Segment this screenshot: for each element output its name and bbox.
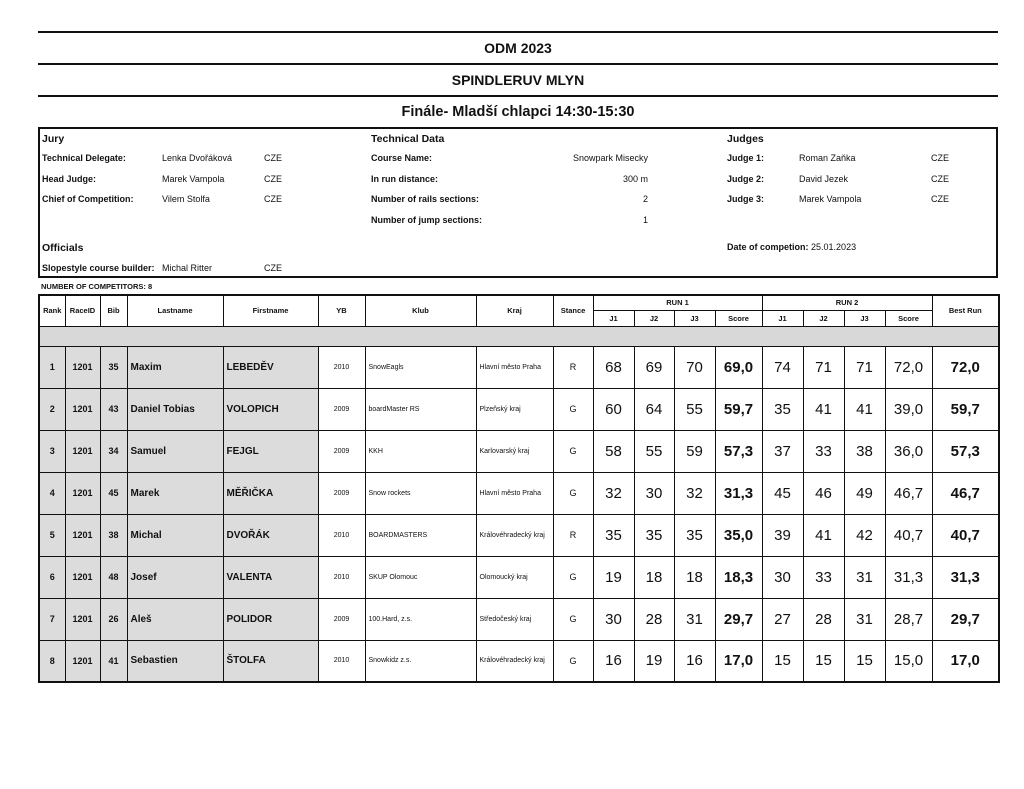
col-raceid: RaceID [65,295,100,326]
hj-country: CZE [264,174,282,184]
lastname-cell: Marek [127,472,223,514]
run1-j2-cell: 28 [634,598,674,640]
judge1-name: Roman Zaňka [799,153,856,163]
run2-j2-cell: 33 [803,430,844,472]
klub-cell: Snow rockets [365,472,476,514]
lastname-cell: Aleš [127,598,223,640]
run2-j1-cell: 30 [762,556,803,598]
bib-cell: 35 [100,346,127,388]
run2-j2-cell: 33 [803,556,844,598]
run2-j2-cell: 28 [803,598,844,640]
col-stance: Stance [553,295,593,326]
run2-score-cell: 36,0 [885,430,932,472]
run1-score-cell: 31,3 [715,472,762,514]
run2-j1-cell: 35 [762,388,803,430]
technical-heading: Technical Data [371,133,445,145]
run1-j2-cell: 35 [634,514,674,556]
run2-j2-cell: 41 [803,514,844,556]
course-name-label: Course Name: [371,153,433,163]
run1-j2-cell: 55 [634,430,674,472]
table-row [39,514,999,556]
run2-j3-cell: 31 [844,556,885,598]
run2-j3-cell: 31 [844,598,885,640]
raceid-cell: 1201 [65,430,100,472]
run2-j3-cell: 71 [844,346,885,388]
jumps-value: 1 [642,215,648,225]
col-best: Best Run [932,295,999,326]
td-country: CZE [264,153,282,163]
run2-j3-cell: 42 [844,514,885,556]
lastname-cell: Daniel Tobias [127,388,223,430]
col-klub: Klub [365,295,476,326]
run1-j1-cell: 60 [593,388,634,430]
hj-label: Head Judge: [42,174,97,184]
bib-cell: 38 [100,514,127,556]
run1-score-cell: 69,0 [715,346,762,388]
klub-cell: 100.Hard, z.s. [365,598,476,640]
judge3-country: CZE [931,194,949,204]
kraj-cell: Hlavní město Praha [476,472,553,514]
judge1-country: CZE [931,153,949,163]
kraj-cell: Olomoucký kraj [476,556,553,598]
run2-j1-cell: 27 [762,598,803,640]
firstname-cell: DVOŘÁK [223,514,318,556]
yb-cell: 2009 [318,430,365,472]
jury-heading: Jury [42,133,65,145]
kraj-cell: Karlovarský kraj [476,430,553,472]
rank-cell: 2 [39,388,65,430]
course-name-value: Snowpark Misecky [572,153,648,163]
run2-j1-cell: 37 [762,430,803,472]
competitors-count: NUMBER OF COMPETITORS: 8 [41,282,153,291]
rank-cell: 6 [39,556,65,598]
yb-cell: 2009 [318,472,365,514]
run2-score-cell: 72,0 [885,346,932,388]
run1-j1-cell: 35 [593,514,634,556]
firstname-cell: POLIDOR [223,598,318,640]
raceid-cell: 1201 [65,388,100,430]
run1-j1-cell: 16 [593,640,634,682]
run1-j2-cell: 30 [634,472,674,514]
run2-j3-cell: 49 [844,472,885,514]
best-run-cell: 72,0 [932,346,999,388]
firstname-cell: VOLOPICH [223,388,318,430]
venue-title: SPINDLERUV MLYN [451,72,585,88]
firstname-cell: VALENTA [223,556,318,598]
best-run-cell: 40,7 [932,514,999,556]
event-title: ODM 2023 [484,40,552,56]
judge3-label: Judge 3: [727,194,765,204]
yb-cell: 2010 [318,640,365,682]
run2-score-cell: 39,0 [885,388,932,430]
firstname-cell: LEBEDĚV [223,346,318,388]
yb-cell: 2010 [318,346,365,388]
coc-label: Chief of Competition: [42,194,134,204]
col-run2: RUN 2 [762,295,932,310]
run2-j3-cell: 38 [844,430,885,472]
yb-cell: 2009 [318,388,365,430]
coc-country: CZE [264,194,282,204]
col-firstname: Firstname [223,295,318,326]
run2-j3-cell: 15 [844,640,885,682]
run1-j3-cell: 31 [674,598,715,640]
stance-cell: G [553,472,593,514]
klub-cell: SnowEagls [365,346,476,388]
table-row [39,346,999,388]
run1-j2-cell: 69 [634,346,674,388]
run1-j1-cell: 19 [593,556,634,598]
run1-j2-cell: 64 [634,388,674,430]
builder-label: Slopestyle course builder: [42,263,155,273]
best-run-cell: 29,7 [932,598,999,640]
col-yb: YB [318,295,365,326]
run1-score-cell: 59,7 [715,388,762,430]
stance-cell: G [553,430,593,472]
col-run1: RUN 1 [593,295,762,310]
col-rank: Rank [39,295,65,326]
bib-cell: 45 [100,472,127,514]
judge1-label: Judge 1: [727,153,765,163]
kraj-cell: Hlavní město Praha [476,346,553,388]
run1-score-cell: 17,0 [715,640,762,682]
judge3-name: Marek Vampola [799,194,862,204]
raceid-cell: 1201 [65,556,100,598]
kraj-cell: Královéhradecký kraj [476,514,553,556]
run1-j3-cell: 35 [674,514,715,556]
col-r1-j1: J1 [593,310,634,326]
rule-2 [38,63,998,65]
best-run-cell: 17,0 [932,640,999,682]
lastname-cell: Michal [127,514,223,556]
competition-date [727,242,856,252]
run1-score-cell: 18,3 [715,556,762,598]
col-r2-j2: J2 [803,310,844,326]
run2-j2-cell: 41 [803,388,844,430]
top-rule [38,31,998,33]
jumps-label: Number of jump sections: [371,215,483,225]
run2-j1-cell: 45 [762,472,803,514]
run1-score-cell: 57,3 [715,430,762,472]
run1-j1-cell: 68 [593,346,634,388]
yb-cell: 2010 [318,514,365,556]
lastname-cell: Sebastien [127,640,223,682]
firstname-cell: FEJGL [223,430,318,472]
klub-cell: BOARDMASTERS [365,514,476,556]
table-row [39,556,999,598]
run1-j1-cell: 58 [593,430,634,472]
run1-j3-cell: 32 [674,472,715,514]
run1-j3-cell: 18 [674,556,715,598]
hj-name: Marek Vampola [162,174,225,184]
yb-cell: 2009 [318,598,365,640]
run1-j2-cell: 19 [634,640,674,682]
rule-3 [38,95,998,97]
stance-cell: G [553,388,593,430]
col-r2-score: Score [885,310,932,326]
judges-heading: Judges [727,133,764,145]
col-r1-j3: J3 [674,310,715,326]
run2-j2-cell: 71 [803,346,844,388]
col-r1-score: Score [715,310,762,326]
firstname-cell: MĚŘIČKA [223,472,318,514]
rank-cell: 1 [39,346,65,388]
info-box [38,127,998,278]
klub-cell: boardMaster RS [365,388,476,430]
run2-j1-cell: 15 [762,640,803,682]
rails-value: 2 [642,194,648,204]
col-kraj: Kraj [476,295,553,326]
stance-cell: G [553,598,593,640]
col-r2-j1: J1 [762,310,803,326]
lastname-cell: Josef [127,556,223,598]
run2-j1-cell: 39 [762,514,803,556]
best-run-cell: 59,7 [932,388,999,430]
col-lastname: Lastname [127,295,223,326]
raceid-cell: 1201 [65,598,100,640]
stance-cell: R [553,514,593,556]
rank-cell: 5 [39,514,65,556]
run1-j2-cell: 18 [634,556,674,598]
coc-name: Vilem Stolfa [162,194,210,204]
klub-cell: Snowkidz z.s. [365,640,476,682]
table-row [39,430,999,472]
run2-score-cell: 31,3 [885,556,932,598]
run-distance-value: 300 m [622,174,648,184]
run2-score-cell: 28,7 [885,598,932,640]
stance-cell: G [553,640,593,682]
klub-cell: KKH [365,430,476,472]
run1-j1-cell: 30 [593,598,634,640]
run1-j3-cell: 59 [674,430,715,472]
bib-cell: 43 [100,388,127,430]
run1-score-cell: 29,7 [715,598,762,640]
bib-cell: 26 [100,598,127,640]
run1-j3-cell: 70 [674,346,715,388]
run-distance-label: In run distance: [371,174,439,184]
run2-j3-cell: 41 [844,388,885,430]
table-row [39,598,999,640]
firstname-cell: ŠTOLFA [223,640,318,682]
officials-heading: Officials [42,242,84,254]
judge2-label: Judge 2: [727,174,765,184]
lastname-cell: Samuel [127,430,223,472]
run2-score-cell: 15,0 [885,640,932,682]
td-name: Lenka Dvořáková [162,153,233,163]
table-row [39,388,999,430]
run2-score-cell: 40,7 [885,514,932,556]
table-row [39,640,999,682]
run2-j2-cell: 46 [803,472,844,514]
run2-j1-cell: 74 [762,346,803,388]
stance-cell: G [553,556,593,598]
rank-cell: 3 [39,430,65,472]
raceid-cell: 1201 [65,640,100,682]
yb-cell: 2010 [318,556,365,598]
run2-score-cell: 46,7 [885,472,932,514]
run2-j2-cell: 15 [803,640,844,682]
run1-j3-cell: 16 [674,640,715,682]
col-bib: Bib [100,295,127,326]
raceid-cell: 1201 [65,346,100,388]
run1-j1-cell: 32 [593,472,634,514]
run1-score-cell: 35,0 [715,514,762,556]
date-label: Date of competion: [727,242,809,252]
bib-cell: 41 [100,640,127,682]
td-label: Technical Delegate: [42,153,126,163]
kraj-cell: Královéhradecký kraj [476,640,553,682]
results-table [38,294,1000,683]
klub-cell: SKUP Olomouc [365,556,476,598]
best-run-cell: 46,7 [932,472,999,514]
raceid-cell: 1201 [65,514,100,556]
rails-label: Number of rails sections: [371,194,480,204]
col-r1-j2: J2 [634,310,674,326]
heat-title: Finále- Mladší chlapci 14:30-15:30 [401,104,635,120]
best-run-cell: 31,3 [932,556,999,598]
date-value: 25.01.2023 [811,242,857,252]
bib-cell: 48 [100,556,127,598]
run1-j3-cell: 55 [674,388,715,430]
kraj-cell: Středočeský kraj [476,598,553,640]
raceid-cell: 1201 [65,472,100,514]
kraj-cell: Plzeňský kraj [476,388,553,430]
lastname-cell: Maxim [127,346,223,388]
judge2-name: David Jezek [799,174,849,184]
stance-cell: R [553,346,593,388]
builder-name: Michal Ritter [162,263,213,273]
table-row [39,472,999,514]
bib-cell: 34 [100,430,127,472]
best-run-cell: 57,3 [932,430,999,472]
spacer-row [39,326,999,346]
col-r2-j3: J3 [844,310,885,326]
rank-cell: 4 [39,472,65,514]
judge2-country: CZE [931,174,949,184]
rank-cell: 7 [39,598,65,640]
rank-cell: 8 [39,640,65,682]
builder-country: CZE [264,263,282,273]
